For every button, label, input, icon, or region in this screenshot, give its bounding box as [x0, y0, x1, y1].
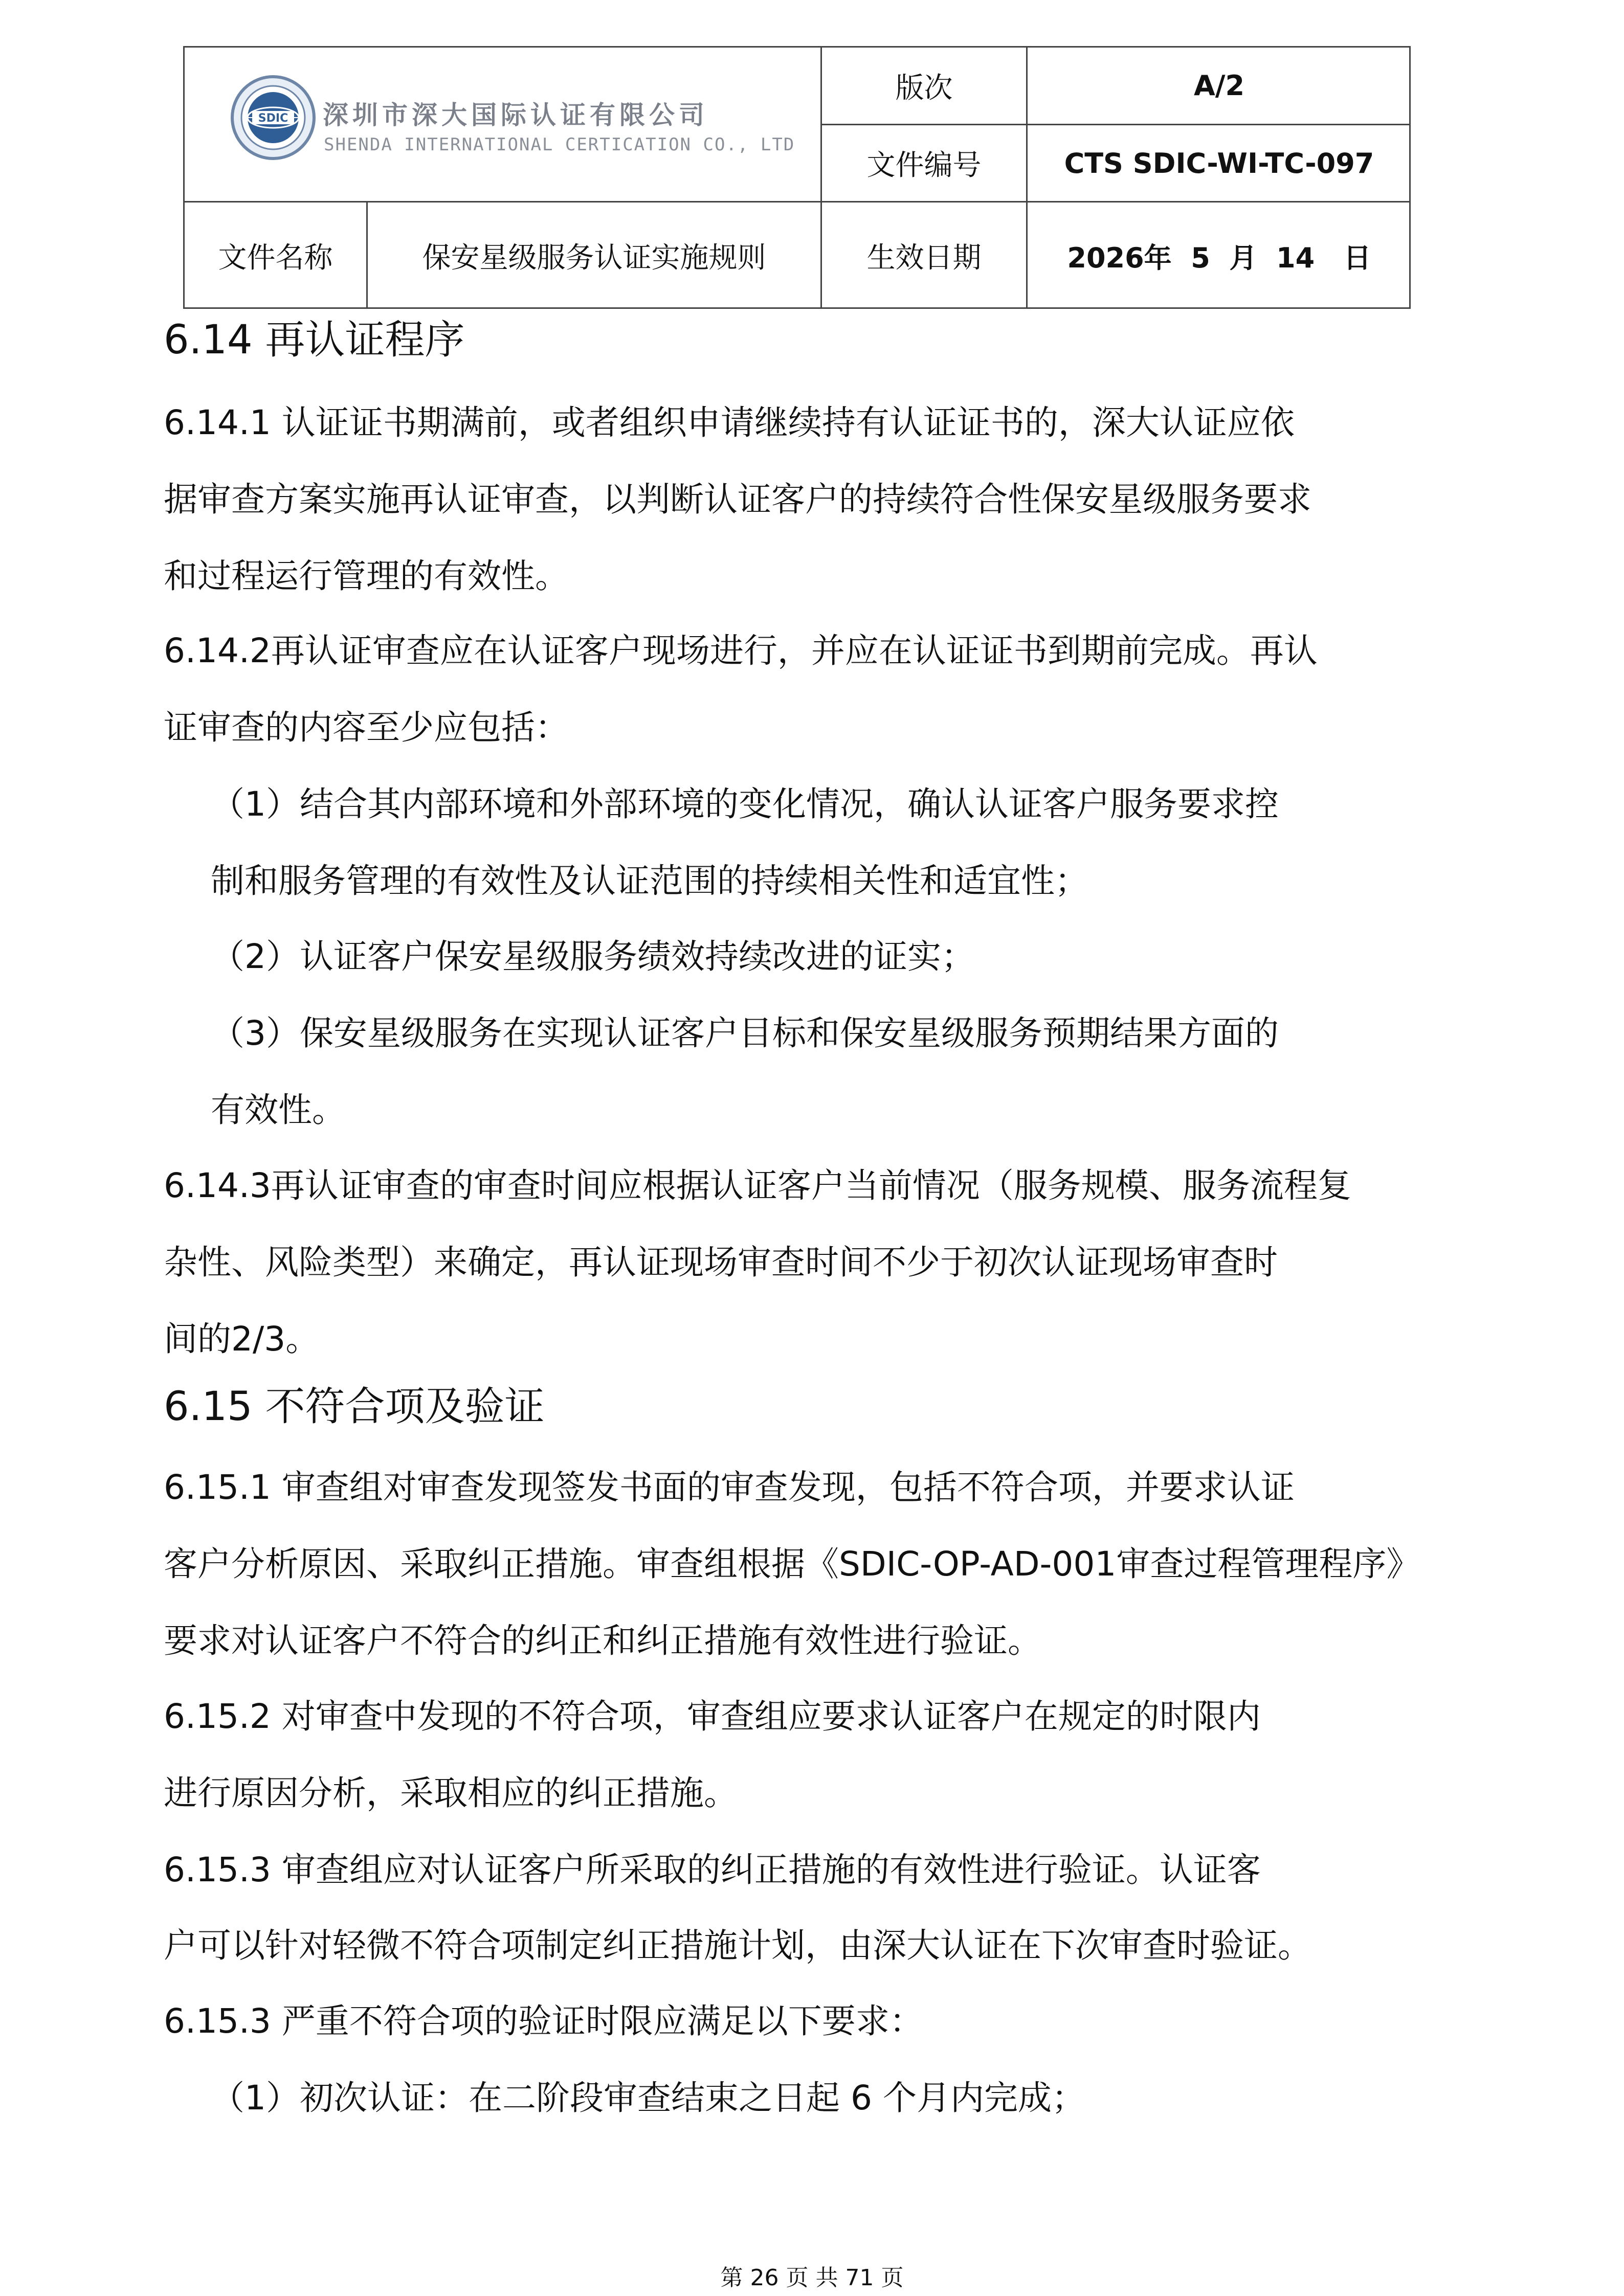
paragraph-6-15-3a-line-1: 6.15.3 审查组应对认证客户所采取的纠正措施的有效性进行验证。认证客: [164, 1850, 1261, 1889]
svg-text:SDIC: SDIC: [258, 112, 288, 125]
list-item-1-line-1: （1）结合其内部环境和外部环境的变化情况，确认认证客户服务要求控: [211, 784, 1279, 824]
company-name-en: SHENDA INTERNATIONAL CERTICATION CO., LTD: [324, 134, 795, 155]
doc-number-label: 文件编号: [822, 125, 1028, 202]
page-number: 第 26 页 共 71 页: [720, 2265, 904, 2291]
paragraph-6-15-3a-line-2: 户可以针对轻微不符合项制定纠正措施计划，由深大认证在下次审查时验证。: [164, 1926, 1311, 1965]
paragraph-6-15-2-line-1: 6.15.2 对审查中发现的不符合项，审查组应要求认证客户在规定的时限内: [164, 1697, 1261, 1736]
version-label: 版次: [822, 48, 1028, 125]
paragraph-6-15-1-line-3: 要求对认证客户不符合的纠正和纠正措施有效性进行验证。: [164, 1621, 1041, 1660]
section-heading-6-15: 6.15 不符合项及验证: [164, 1384, 545, 1430]
list-item-3-line-1: （3）保安星级服务在实现认证客户目标和保安星级服务预期结果方面的: [211, 1014, 1279, 1053]
list-item-2-line-1: （2）认证客户保安星级服务绩效持续改进的证实；: [211, 937, 975, 976]
document-header-table: [183, 46, 1411, 309]
company-seal-icon: [230, 74, 317, 161]
paragraph-6-15-3b-line-1: 6.15.3 严重不符合项的验证时限应满足以下要求：: [164, 2001, 923, 2041]
effective-date-value: 2026年 5 月 14 日: [1067, 241, 1371, 274]
doc-number-value: CTS SDIC-WI-TC-097: [1028, 125, 1411, 202]
paragraph-6-14-1-line-2: 据审查方案实施再认证审查，以判断认证客户的持续符合性保安星级服务要求: [164, 480, 1311, 519]
list-item-1-line-2: 制和服务管理的有效性及认证范围的持续相关性和适宜性；: [211, 861, 1088, 901]
paragraph-6-14-3-line-3: 间的2/3。: [164, 1319, 320, 1359]
version-value: A/2: [1028, 48, 1411, 125]
effective-date-label: 生效日期: [822, 202, 1028, 309]
paragraph-6-15-2-line-2: 进行原因分析，采取相应的纠正措施。: [164, 1773, 738, 1813]
paragraph-6-14-1-line-3: 和过程运行管理的有效性。: [164, 556, 569, 596]
company-logo-cell: [185, 48, 822, 202]
paragraph-6-15-1-line-2: 客户分析原因、采取纠正措施。审查组根据《SDIC-OP-AD-001审查过程管理程序》: [164, 1544, 1420, 1584]
file-name-label: 文件名称: [185, 202, 368, 309]
paragraph-6-14-3-line-2: 杂性、风险类型）来确定，再认证现场审查时间不少于初次认证现场审查时: [164, 1243, 1278, 1282]
paragraph-6-14-3-line-1: 6.14.3再认证审查的审查时间应根据认证客户当前情况（服务规模、服务流程复: [164, 1166, 1351, 1205]
file-name-value: 保安星级服务认证实施规则: [368, 202, 822, 309]
company-name-cn: 深圳市深大国际认证有限公司: [323, 100, 708, 130]
paragraph-6-15-1-line-1: 6.15.1 审查组对审查发现签发书面的审查发现，包括不符合项，并要求认证: [164, 1468, 1295, 1507]
paragraph-6-14-2-line-1: 6.14.2再认证审查应在认证客户现场进行，并应在认证证书到期前完成。再认: [164, 631, 1318, 670]
section-heading-6-14: 6.14 再认证程序: [164, 317, 465, 363]
paragraph-6-14-2-line-2: 证审查的内容至少应包括：: [164, 708, 569, 747]
paragraph-6-14-1-line-1: 6.14.1 认证证书期满前，或者组织申请继续持有认证证书的，深大认证应依: [164, 403, 1295, 442]
list-item-3-line-2: 有效性。: [211, 1090, 346, 1130]
company-logo: [230, 74, 803, 182]
list-item-4-line-1: （1）初次认证：在二阶段审查结束之日起 6 个月内完成；: [211, 2078, 1085, 2118]
